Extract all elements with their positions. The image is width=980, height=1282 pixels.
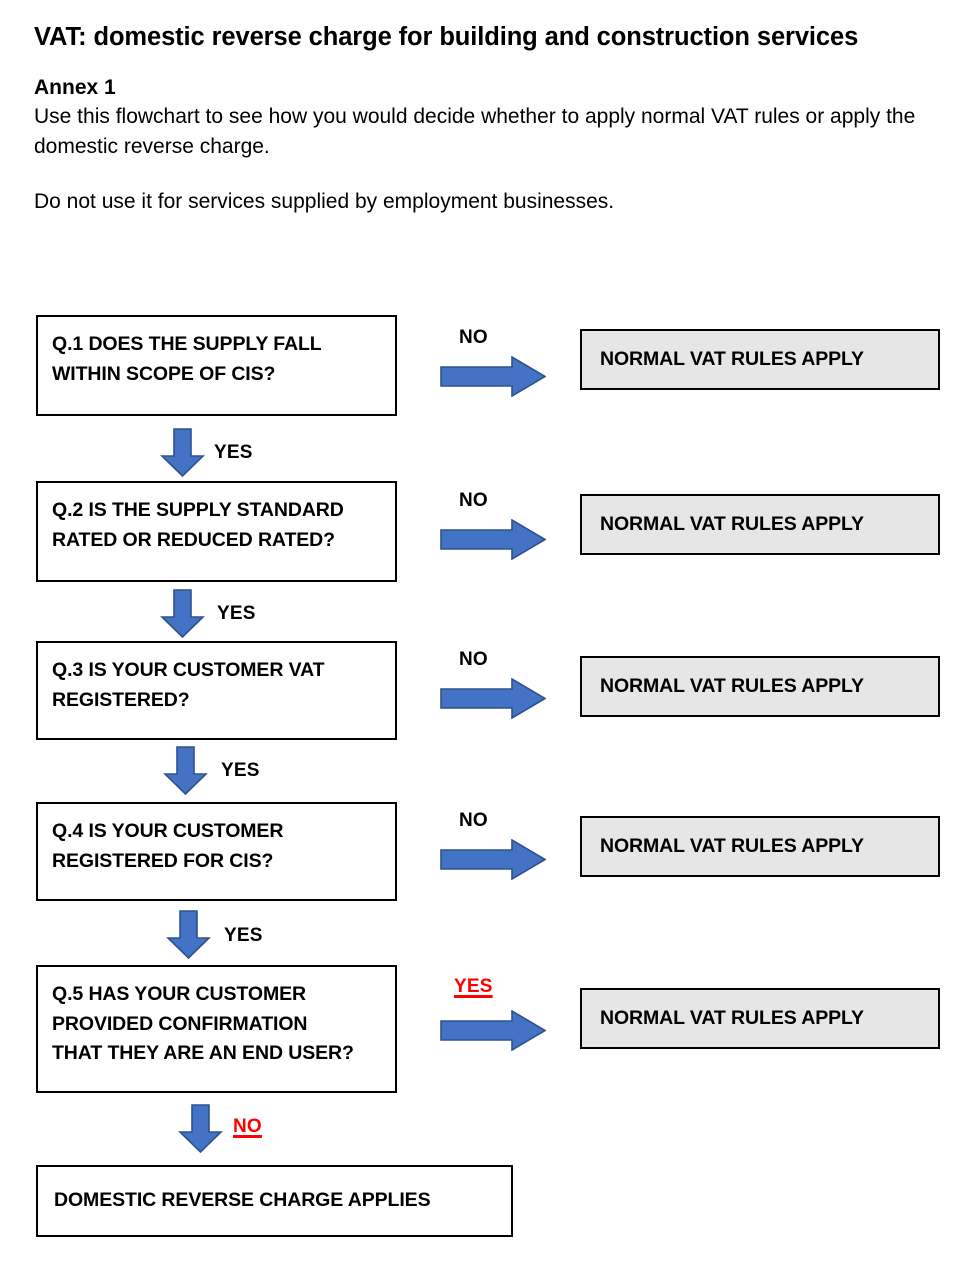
- q1-line-2: WITHIN SCOPE OF CIS?: [52, 362, 276, 385]
- intro-paragraph-2: Do not use it for services supplied by employment businesses.: [34, 190, 615, 214]
- down-arrow-icon-q4: [166, 910, 211, 959]
- intro-paragraph-1: Use this flowchart to see how you would decide whether to apply normal VAT rules or apply the domestic reverse charge.: [34, 105, 916, 159]
- flowchart-node-q4[interactable]: [36, 802, 397, 901]
- flowchart-node-q1[interactable]: [36, 315, 397, 416]
- flowchart-outcome-q4[interactable]: [580, 816, 940, 877]
- flowchart-outcome-q2-text: NORMAL VAT RULES APPLY: [600, 512, 864, 535]
- flowchart-outcome-q1-text: NORMAL VAT RULES APPLY: [600, 347, 864, 370]
- q4-line-2: REGISTERED FOR CIS?: [52, 849, 274, 872]
- flowchart-outcome-q1[interactable]: [580, 329, 940, 390]
- right-arrow-icon-q2: [440, 519, 546, 560]
- right-arrow-icon-q4: [440, 839, 546, 880]
- branch-label-q5-yes: YES: [454, 976, 493, 997]
- down-arrow-icon-q3: [163, 746, 208, 795]
- flowchart-outcome-q4-text: NORMAL VAT RULES APPLY: [600, 834, 864, 857]
- branch-label-q2-yes: YES: [217, 603, 256, 624]
- q3-line-1: Q.3 IS YOUR CUSTOMER VAT: [52, 659, 325, 681]
- branch-label-q2-no: NO: [459, 490, 488, 511]
- branch-label-q1-no: NO: [459, 327, 488, 348]
- flowchart-final-outcome[interactable]: [36, 1165, 513, 1237]
- flowchart-node-q2[interactable]: [36, 481, 397, 582]
- branch-label-q4-no: NO: [459, 810, 488, 831]
- q3-line-2: REGISTERED?: [52, 688, 190, 711]
- q5-line-1: Q.5 HAS YOUR CUSTOMER: [52, 983, 306, 1005]
- flowchart-node-q5[interactable]: [36, 965, 397, 1093]
- right-arrow-icon-q3: [440, 678, 546, 719]
- annex-label: Annex 1: [34, 76, 116, 100]
- branch-label-q3-yes: YES: [221, 760, 260, 781]
- q4-line-1: Q.4 IS YOUR CUSTOMER: [52, 820, 284, 842]
- down-arrow-icon-q1: [160, 428, 205, 477]
- q5-line-3: THAT THEY ARE AN END USER?: [52, 1042, 354, 1065]
- branch-label-q3-no: NO: [459, 649, 488, 670]
- flowchart-outcome-q5-text: NORMAL VAT RULES APPLY: [600, 1006, 864, 1029]
- flowchart-outcome-q5[interactable]: [580, 988, 940, 1049]
- page-title: VAT: domestic reverse charge for building and construction services: [34, 23, 859, 51]
- flowchart-outcome-q2[interactable]: [580, 494, 940, 555]
- q2-line-1: Q.2 IS THE SUPPLY STANDARD: [52, 499, 344, 521]
- down-arrow-icon-q2: [160, 589, 205, 638]
- down-arrow-icon-q5: [178, 1104, 223, 1153]
- flowchart-node-q2-text: [52, 496, 344, 555]
- flowchart-node-q3[interactable]: [36, 641, 397, 740]
- flowchart-node-q1-text: [52, 330, 322, 389]
- q5-line-2: PROVIDED CONFIRMATION: [52, 1012, 308, 1035]
- flowchart-final-outcome-text: DOMESTIC REVERSE CHARGE APPLIES: [54, 1189, 431, 1212]
- flowchart-node-q3-text: [52, 656, 324, 715]
- flowchart-node-q4-text: [52, 817, 283, 876]
- q2-line-2: RATED OR REDUCED RATED?: [52, 528, 335, 551]
- branch-label-q4-yes: YES: [224, 925, 263, 946]
- flowchart-outcome-q3[interactable]: [580, 656, 940, 717]
- q1-line-1: Q.1 DOES THE SUPPLY FALL: [52, 333, 322, 355]
- right-arrow-icon-q1: [440, 356, 546, 397]
- branch-label-q5-no: NO: [233, 1116, 262, 1137]
- branch-label-q1-yes: YES: [214, 442, 253, 463]
- flowchart-outcome-q3-text: NORMAL VAT RULES APPLY: [600, 674, 864, 697]
- right-arrow-icon-q5: [440, 1010, 546, 1051]
- flowchart-node-q5-text: [52, 980, 354, 1069]
